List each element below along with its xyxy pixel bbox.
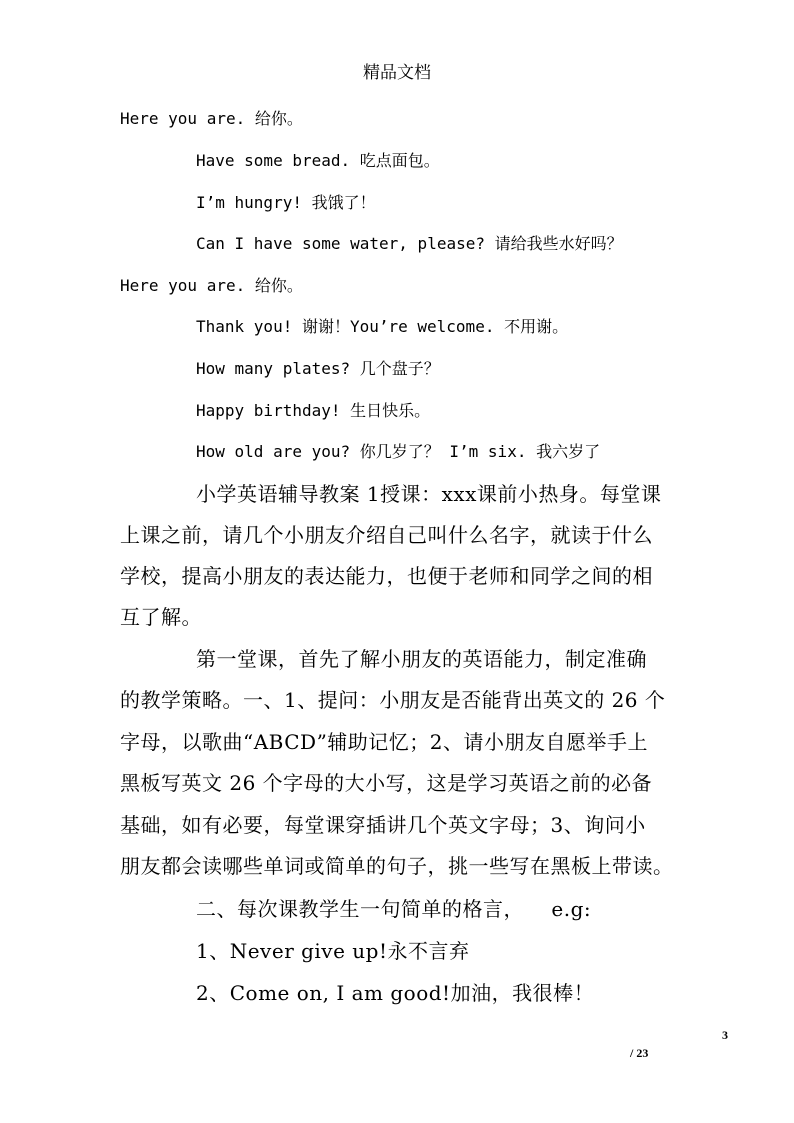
- paragraph-5: 2、Come on, I am good!加油，我很棒！: [196, 981, 595, 1005]
- paragraph-2-line-1: 第一堂课，首先了解小朋友的英语能力，制定准确: [196, 647, 647, 671]
- text-line-3: I’m hungry! 我饿了！: [196, 193, 376, 212]
- text-line-7: How many plates? 几个盘子？: [196, 359, 440, 378]
- text-line-8: Happy birthday! 生日快乐。: [196, 401, 431, 420]
- paragraph-2-line-4: 黑板写英文 26 个字母的大小写，这是学习英语之前的必备: [120, 771, 653, 795]
- text-line-6: Thank you! 谢谢！You’re welcome. 不用谢。: [196, 317, 569, 336]
- paragraph-2-line-2: 的教学策略。一、1、提问：小朋友是否能背出英文的 26 个: [120, 688, 666, 712]
- text-line-9: How old are you? 你几岁了？ I’m six. 我六岁了: [196, 442, 601, 461]
- paragraph-3: 二、每次课教学生一句简单的格言， e.g:: [196, 897, 592, 921]
- page-total: / 23: [630, 1046, 649, 1060]
- paragraph-1-line-1: 小学英语辅导教案 1授课：xxx课前小热身。每堂课: [196, 482, 662, 506]
- paragraph-2-line-5: 基础，如有必要，每堂课穿插讲几个英文字母；3、询问小: [120, 813, 646, 837]
- text-line-2: Have some bread. 吃点面包。: [196, 151, 440, 170]
- text-line-4: Can I have some water, please? 请给我些水好吗？: [196, 234, 623, 253]
- paragraph-1-line-4: 互了解。: [120, 605, 202, 629]
- paragraph-2-line-6: 朋友都会读哪些单词或简单的句子，挑一些写在黑板上带读。: [120, 854, 674, 878]
- text-line-5: Here you are. 给你。: [120, 276, 303, 295]
- paragraph-2-line-3: 字母，以歌曲“ABCD”辅助记忆；2、请小朋友自愿举手上: [120, 730, 649, 754]
- paragraph-1-line-2: 上课之前，请几个小朋友介绍自己叫什么名字，就读于什么: [120, 523, 653, 547]
- page-header-title: 精品文档: [363, 63, 431, 83]
- paragraph-4: 1、Never give up!永不言弃: [196, 939, 470, 963]
- paragraph-1-line-3: 学校，提高小朋友的表达能力，也便于老师和同学之间的相: [120, 564, 653, 588]
- text-line-1: Here you are. 给你。: [120, 109, 303, 128]
- page-number: 3: [722, 1028, 728, 1042]
